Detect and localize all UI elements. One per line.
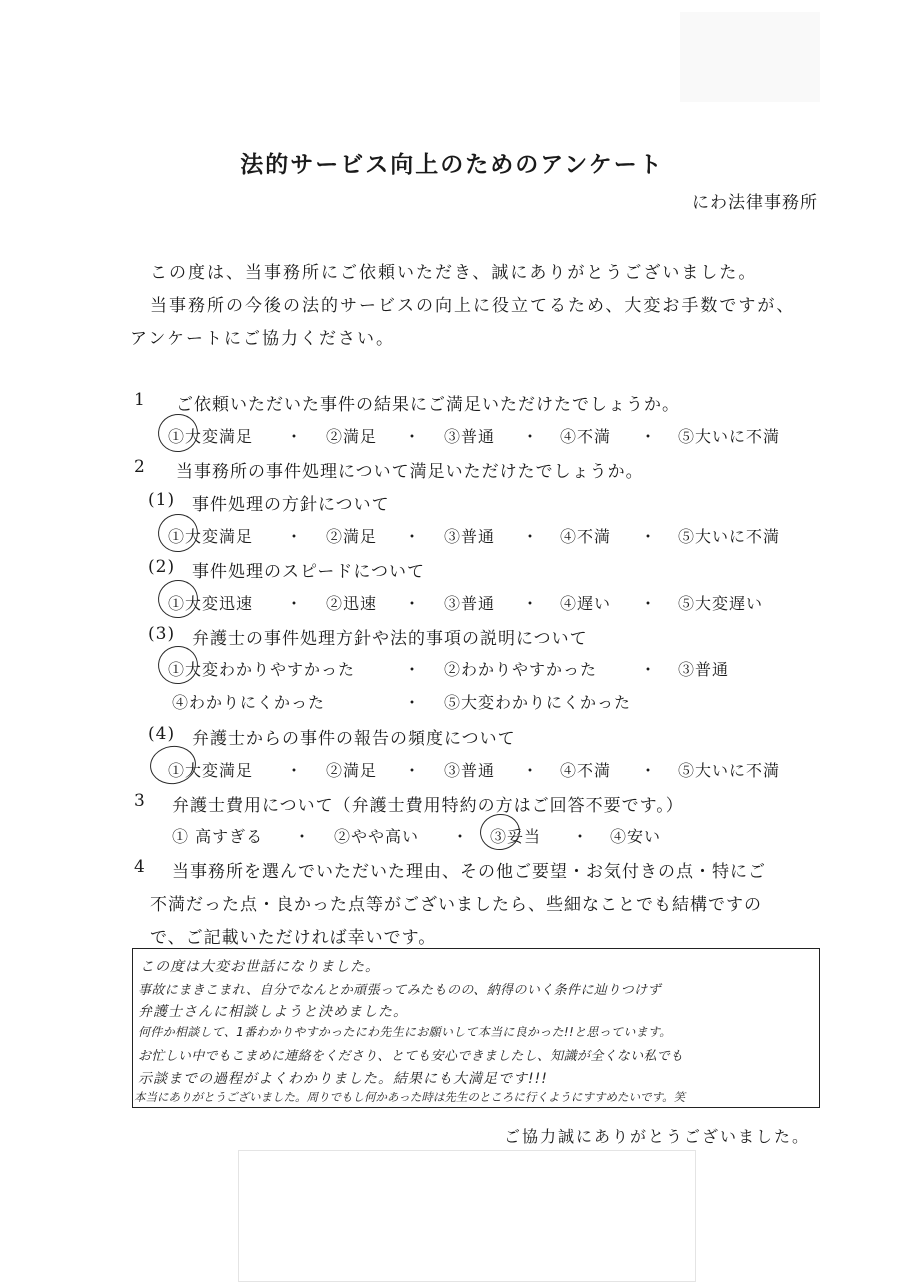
q1-sep-4: ・ (640, 427, 657, 446)
q2-sub2-sep-1: ・ (286, 594, 303, 613)
q2-sub2-option-3: ③普通 (444, 594, 496, 613)
comment-line-4: 何件か相談して、1番わかりやすかったにわ先生にお願いして本当に良かった!!と思っています。 (138, 1025, 672, 1039)
page-title: 法的サービス向上のためのアンケート (240, 151, 664, 178)
q4-line-1: 当事務所を選んでいただいた理由、その他ご要望・お気付きの点・特にご (172, 862, 766, 882)
q1-option-4: ④不満 (560, 427, 612, 446)
q2-sub3-sep-2: ・ (640, 660, 657, 679)
q2-sub1-option-3: ③普通 (444, 527, 496, 546)
q2-sub2-selected-circle (156, 577, 201, 620)
q2-sub1-option-2: ②満足 (326, 527, 378, 546)
q2-sub3-option-1: ①大変わかりやすかった (168, 660, 356, 679)
q2-text: 当事務所の事件処理について満足いただけたでしょうか。 (176, 462, 644, 482)
q2-sub2-sep-3: ・ (522, 594, 539, 613)
q2-number: 2 (134, 457, 146, 477)
comment-line-3: 弁護士さんに相談しようと決めました。 (138, 1004, 408, 1020)
q2-sub3-sep-1: ・ (404, 660, 421, 679)
closing-thanks: ご協力誠にありがとうございました。 (503, 1127, 810, 1146)
q1-number: 1 (134, 390, 146, 410)
q4-line-3: で、ご記載いただければ幸いです。 (150, 928, 437, 948)
q2-sub4-sep-1: ・ (286, 761, 303, 780)
q3-number: 3 (134, 791, 146, 811)
q2-sub2-text: 事件処理のスピードについて (192, 562, 425, 582)
q3-sep-1: ・ (294, 827, 311, 846)
q1-sep-2: ・ (404, 427, 421, 446)
q2-sub2-option-2: ②迅速 (326, 594, 378, 613)
q2-sub2-sep-2: ・ (404, 594, 421, 613)
comment-line-1: この度は大変お世話になりました。 (140, 959, 380, 975)
q2-sub2-sep-4: ・ (640, 594, 657, 613)
q2-sub1-option-4: ④不満 (560, 527, 612, 546)
q2-sub4-option-2: ②満足 (326, 761, 378, 780)
q1-option-3: ③普通 (444, 427, 496, 446)
q2-sub1-label: (1) (148, 490, 176, 510)
q1-sep-3: ・ (522, 427, 539, 446)
q2-sub3-option-3: ③普通 (678, 660, 730, 679)
q2-sub2-option-4: ④遅い (560, 594, 612, 613)
q4-number: 4 (134, 857, 146, 877)
q2-sub1-sep-3: ・ (522, 527, 539, 546)
q1-option-1: ①大変満足 (168, 427, 254, 446)
q2-sub4-option-1: ①大変満足 (168, 761, 254, 780)
q3-sep-2: ・ (452, 827, 469, 846)
q2-sub1-sep-4: ・ (640, 527, 657, 546)
q2-sub3-text: 弁護士の事件処理方針や法的事項の説明について (192, 629, 588, 649)
q2-sub4-label: (4) (148, 724, 176, 744)
q2-sub4-sep-4: ・ (640, 761, 657, 780)
comment-line-5: お忙しい中でもこまめに連絡をくださり、とても安心できましたし、知識が全くない私でも (138, 1049, 684, 1064)
q1-option-5: ⑤大いに不満 (678, 427, 781, 446)
comment-line-6: 示談までの過程がよくわかりました。結果にも大満足です!!! (138, 1071, 548, 1087)
comment-line-2: 事故にまきこまれ、自分でなんとか頑張ってみたものの、納得のいく条件に辿りつけず (138, 983, 661, 998)
q2-sub1-selected-circle (156, 511, 201, 554)
q2-sub1-option-1: ①大変満足 (168, 527, 254, 546)
q3-option-4: ④安い (610, 827, 662, 846)
q2-sub4-sep-3: ・ (522, 761, 539, 780)
intro-line-1: この度は、当事務所にご依頼いただき、誠にありがとうございました。 (150, 263, 758, 283)
intro-line-3: アンケートにご協力ください。 (130, 329, 395, 349)
q2-sub4-option-5: ⑤大いに不満 (678, 761, 781, 780)
q1-sep-1: ・ (286, 427, 303, 446)
q2-sub2-option-5: ⑤大変遅い (678, 594, 764, 613)
q3-option-3: ③妥当 (490, 827, 542, 846)
q2-sub4-sep-2: ・ (404, 761, 421, 780)
scan-smudge-top-right (680, 12, 820, 102)
q2-sub4-text: 弁護士からの事件の報告の頻度について (192, 729, 516, 749)
q2-sub4-option-3: ③普通 (444, 761, 496, 780)
intro-line-2: 当事務所の今後の法的サービスの向上に役立てるため、大変お手数ですが、 (150, 296, 796, 316)
q2-sub3-sep-3: ・ (404, 693, 421, 712)
faint-stamp-area (238, 1150, 696, 1282)
q2-sub1-text: 事件処理の方針について (192, 495, 390, 515)
q3-option-2: ②やや高い (334, 827, 420, 846)
q2-sub3-option-2: ②わかりやすかった (444, 660, 598, 679)
q2-sub2-label: (2) (148, 557, 176, 577)
q1-text: ご依頼いただいた事件の結果にご満足いただけたでしょうか。 (176, 395, 680, 415)
q2-sub3-selected-circle (156, 643, 201, 686)
q2-sub3-label: (3) (148, 624, 176, 644)
q2-sub4-option-4: ④不満 (560, 761, 612, 780)
q1-option-2: ②満足 (326, 427, 378, 446)
q4-line-2: 不満だった点・良かった点等がございましたら、些細なことでも結構ですの (150, 895, 762, 915)
q2-sub1-sep-2: ・ (404, 527, 421, 546)
q3-sep-3: ・ (572, 827, 589, 846)
q2-sub3-option-4: ④わかりにくかった (172, 693, 326, 712)
firm-name: にわ法律事務所 (692, 193, 818, 213)
q1-selected-circle (156, 411, 201, 454)
q3-text: 弁護士費用について（弁護士費用特約の方はご回答不要です。） (172, 796, 684, 816)
comment-line-7: 本当にありがとうございました。周りでもし何かあった時は先生のところに行くようにすすめたいです。笑 (134, 1090, 686, 1104)
q2-sub2-option-1: ①大変迅速 (168, 594, 254, 613)
q2-sub1-option-5: ⑤大いに不満 (678, 527, 781, 546)
q2-sub3-option-5: ⑤大変わかりにくかった (444, 693, 632, 712)
q3-option-1: ① 高すぎる (172, 827, 264, 846)
q2-sub1-sep-1: ・ (286, 527, 303, 546)
